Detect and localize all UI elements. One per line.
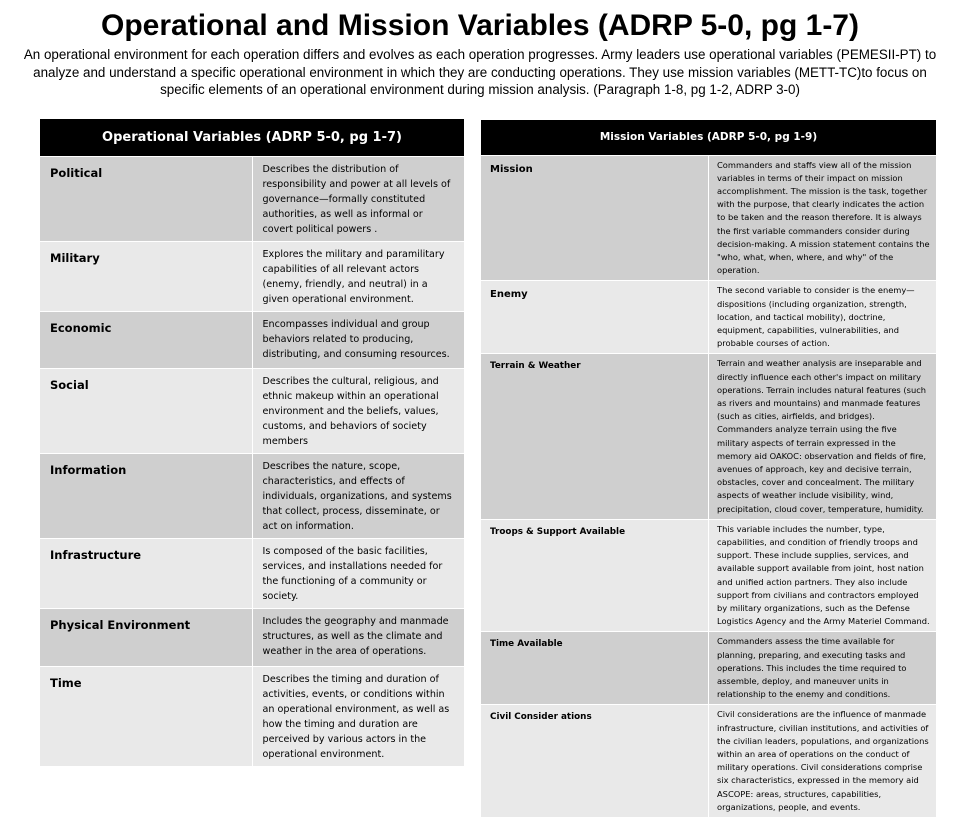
table-row xyxy=(40,666,464,766)
variable-description: Describes the timing and duration of activities, events, or conditions within an operational environment, as well as how the timing and duration are perceived by various actors in the operational environment. xyxy=(252,666,464,766)
table-row xyxy=(40,453,464,538)
variable-term: Social xyxy=(40,368,252,453)
variable-description: Encompasses individual and group behaviors related to producing, distributing, and consuming resources. xyxy=(252,311,464,368)
variable-description: Commanders and staffs view all of the mission variables in terms of their impact on mission accomplishment. The mission is the task, together with the purpose, that clearly indicates the action to be taken and the reason therefore. It is always the first variable commanders consider during decision-making. A mission statement contains the "who, what, when, where, and why" of the operation. xyxy=(709,155,937,281)
variable-description: Explores the military and paramilitary capabilities of all relevant actors (enemy, friendly, and neutral) in a given operational environment. xyxy=(252,241,464,311)
table-row xyxy=(481,354,936,519)
table-row xyxy=(481,281,936,354)
table-row xyxy=(481,155,936,281)
table-row xyxy=(40,538,464,608)
variable-term: Military xyxy=(40,241,252,311)
mission-variables-table xyxy=(481,120,936,817)
table-row xyxy=(40,368,464,453)
table-row xyxy=(481,519,936,632)
variable-description: This variable includes the number, type, capabilities, and condition of friendly troops and support. These include supplies, services, and available support available from joint, host nation and unified action partners. They also include support from civilians and contractors employed by military organizations, such as the Defense Logistics Agency and the Army Materiel Command. xyxy=(709,519,937,632)
variable-description: Is composed of the basic facilities, services, and installations needed for the functioning of a community or society. xyxy=(252,538,464,608)
variable-term: Time Available xyxy=(481,632,709,705)
table-row xyxy=(481,705,936,817)
variable-term: Terrain & Weather xyxy=(481,354,709,519)
variable-term: Time xyxy=(40,666,252,766)
intro-paragraph: An operational environment for each operation differs and evolves as each operation progresses. Army leaders use operational variables (PEMESII-PT) to analyze and understand a specific operational environment in which they are conducting operations. They use mission variables (METT-TC)to focus on specific elements of an operational environment during mission analysis. (Paragraph 1-8, pg 1-2, ADRP 3-0) xyxy=(23,47,937,97)
operational-variables-heading: Operational Variables (ADRP 5-0, pg 1-7) xyxy=(40,119,464,156)
variable-term: Civil Consider ations xyxy=(481,705,709,817)
variable-description: The second variable to consider is the enemy—dispositions (including organization, strength, location, and tactical mobility), doctrine, equipment, capabilities, vulnerabilities, and probable courses of action. xyxy=(709,281,937,354)
variable-term: Political xyxy=(40,156,252,241)
variable-description: Describes the nature, scope, characteristics, and effects of individuals, organizations, and systems that collect, process, disseminate, or act on information. xyxy=(252,453,464,538)
variable-term: Troops & Support Available xyxy=(481,519,709,632)
variable-term: Physical Environment xyxy=(40,608,252,666)
table-row xyxy=(40,241,464,311)
table-row xyxy=(40,156,464,241)
variable-term: Economic xyxy=(40,311,252,368)
variable-description: Describes the cultural, religious, and ethnic makeup within an operational environment and the beliefs, values, customs, and behaviors of society members xyxy=(252,368,464,453)
page-title: Operational and Mission Variables (ADRP 5-0, pg 1-7) xyxy=(101,9,859,42)
variable-term: Enemy xyxy=(481,281,709,354)
table-row xyxy=(481,632,936,705)
variable-description: Commanders assess the time available for planning, preparing, and executing tasks and operations. This includes the time required to assemble, deploy, and maneuver units in relationship to the enemy and conditions. xyxy=(709,632,937,705)
variable-description: Includes the geography and manmade structures, as well as the climate and weather in the area of operations. xyxy=(252,608,464,666)
variable-term: Infrastructure xyxy=(40,538,252,608)
variable-description: Describes the distribution of responsibility and power at all levels of governance—formally constituted authorities, as well as informal or covert political powers . xyxy=(252,156,464,241)
table-row xyxy=(40,311,464,368)
variable-term: Information xyxy=(40,453,252,538)
table-row xyxy=(40,608,464,666)
operational-variables-table xyxy=(40,119,464,766)
variable-description: Terrain and weather analysis are inseparable and directly influence each other's impact on military operations. Terrain includes natural features (such as rivers and mountains) and manmade features (such as cities, airfields, and bridges). Commanders analyze terrain using the five military aspects of terrain expressed in the memory aid OAKOC: observation and fields of fire, avenues of approach, key and decisive terrain, obstacles, cover and concealment. The military aspects of weather include visibility, wind, precipitation, cloud cover, temperature, humidity. xyxy=(709,354,937,519)
variable-term: Mission xyxy=(481,155,709,281)
variable-description: Civil considerations are the influence of manmade infrastructure, civilian institutions, and activities of the civilian leaders, populations, and organizations within an area of operations on the conduct of military operations. Civil considerations comprise six characteristics, expressed in the memory aid ASCOPE: areas, structures, capabilities, organizations, people, and events. xyxy=(709,705,937,817)
mission-variables-heading: Mission Variables (ADRP 5-0, pg 1-9) xyxy=(481,120,936,155)
